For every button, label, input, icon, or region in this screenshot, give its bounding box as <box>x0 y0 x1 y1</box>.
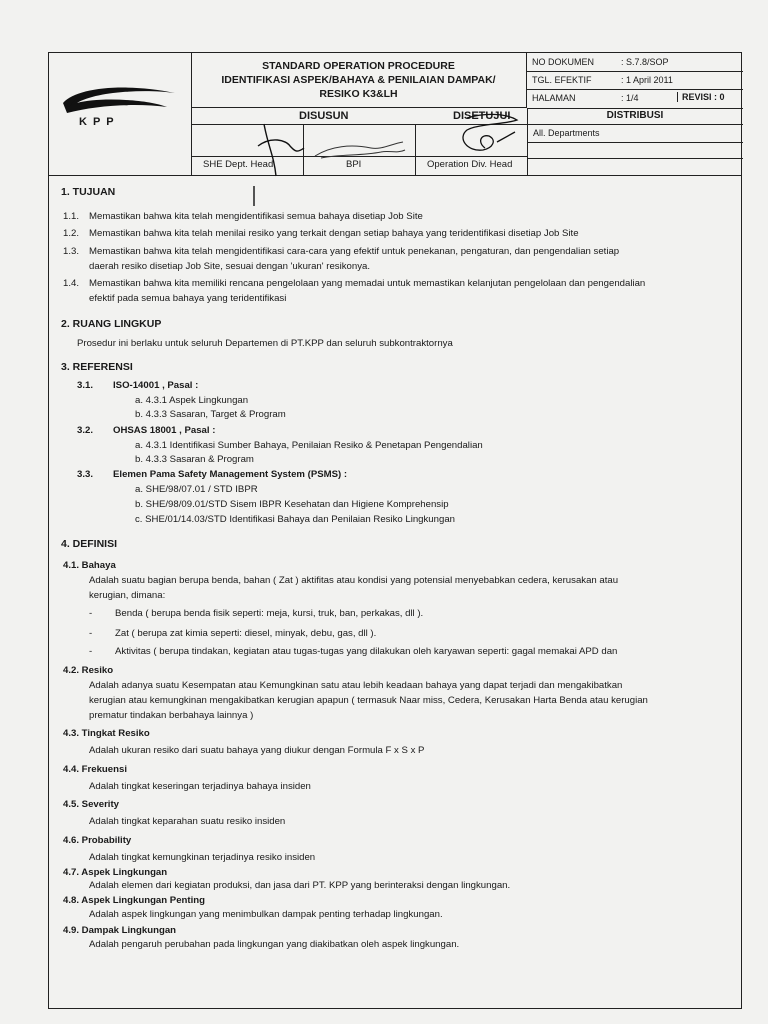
ref-3-1-title: ISO-14001 , Pasal : <box>113 380 199 391</box>
def-4-2-title: 4.2. Resiko <box>63 665 114 676</box>
document-meta <box>527 53 743 109</box>
halaman-value: : 1/4 <box>621 93 639 103</box>
ref-3-3-num: 3.3. <box>77 469 94 480</box>
no-dokumen-value: : S.7.8/SOP <box>621 57 669 67</box>
ref-3-2-title: OHSAS 18001 , Pasal : <box>113 425 216 436</box>
item-1-2-text: Memastikan bahwa kita telah menilai resiko yang terkait dengan setiap bahaya yang teridentifikasi disetiap Job Site <box>89 228 579 239</box>
section-3-title: 3. REFERENSI <box>61 361 133 373</box>
def-4-4-title: 4.4. Frekuensi <box>63 764 127 775</box>
ref-3-3-a: a. SHE/98/07.01 / STD IBPR <box>135 484 258 495</box>
kpp-logo-icon <box>57 81 183 121</box>
def-4-6-line1: Adalah tingkat kemungkinan terjadinya resiko insiden <box>89 852 316 863</box>
section-2-text: Prosedur ini berlaku untuk seluruh Departemen di PT.KPP dan seluruh subkontraktornya <box>77 338 453 349</box>
def-4-2-line2: kerugian atau kemungkinan mengakibatkan kerugian apapun ( termasuk Naar miss, Cedera, Kerusakan Harta Benda atau kerugian <box>89 695 648 706</box>
def-4-5-line1: Adalah tingkat keparahan suatu resiko insiden <box>89 816 286 827</box>
logo-text: KPP <box>79 116 120 128</box>
item-1-2-num: 1.2. <box>63 228 80 239</box>
meta-row-tgl <box>527 71 743 90</box>
approval-block <box>191 108 528 175</box>
bullet-dash: - <box>89 608 93 619</box>
def-4-8-title: 4.8. Aspek Lingkungan Penting <box>63 895 205 906</box>
ref-3-3-title: Elemen Pama Safety Management System (PSMS) : <box>113 469 348 480</box>
def-4-1-line1: Adalah suatu bagian berupa benda, bahan ( Zat ) aktifitas atau kondisi yang potensial menyebabkan cedera, kerusakan atau <box>89 575 619 586</box>
item-1-4-num: 1.4. <box>63 278 80 289</box>
no-dokumen-label: NO DOKUMEN <box>532 57 595 67</box>
tgl-efektif-value: : 1 April 2011 <box>621 75 673 85</box>
ref-3-1-b: b. 4.3.3 Sasaran, Target & Program <box>135 409 286 420</box>
item-1-1-text: Memastikan bahwa kita telah mengidentifikasi semua bahaya disetiap Job Site <box>89 211 423 222</box>
item-1-4-line2: efektif pada semua bahaya yang teridentifikasi <box>89 293 287 304</box>
def-4-2-line3: prematur tindakan berbahaya lainnya ) <box>89 710 254 721</box>
item-1-3-line1: Memastikan bahwa kita telah mengidentifikasi cara-cara yang efektif untuk penekanan, pengaturan, dan pengendalian setiap <box>89 246 620 257</box>
section-4-title: 4. DEFINISI <box>61 538 118 550</box>
signature-1-icon <box>246 116 316 206</box>
title-line-3: RESIKO K3&LH <box>319 88 398 100</box>
revisi-value: REVISI : 0 <box>677 92 725 102</box>
def-4-1-title: 4.1. Bahaya <box>63 560 116 571</box>
tgl-efektif-label: TGL. EFEKTIF <box>532 75 592 85</box>
item-1-3-num: 1.3. <box>63 246 80 257</box>
def-4-4-line1: Adalah tingkat keseringan terjadinya bahaya insiden <box>89 781 311 792</box>
section-2-title: 2. RUANG LINGKUP <box>61 318 162 330</box>
ref-3-1-a: a. 4.3.1 Aspek Lingkungan <box>135 395 249 406</box>
def-4-5-title: 4.5. Severity <box>63 799 120 810</box>
ref-3-2-b: b. 4.3.3 Sasaran & Program <box>135 454 254 465</box>
ref-3-2-num: 3.2. <box>77 425 94 436</box>
role-operation-div-head: Operation Div. Head <box>427 159 513 170</box>
logo-cell <box>49 53 192 175</box>
bullet-dash: - <box>89 646 93 657</box>
ref-3-3-b: b. SHE/98/09.01/STD Sisem IBPR Kesehatan dan Higiene Komprehensip <box>135 499 449 510</box>
def-4-3-line1: Adalah ukuran resiko dari suatu bahaya yang diukur dengan Formula F x S x P <box>89 745 425 756</box>
document-frame <box>48 52 742 1009</box>
ref-3-1-num: 3.1. <box>77 380 94 391</box>
def-4-3-title: 4.3. Tingkat Resiko <box>63 728 150 739</box>
def-4-7-line1: Adalah elemen dari kegiatan produksi, dan jasa dari PT. KPP yang berinteraksi dengan lingkungan. <box>89 880 511 891</box>
ref-3-3-c: c. SHE/01/14.03/STD Identifikasi Bahaya dan Penilaian Resiko Lingkungan <box>135 514 455 525</box>
disetujui-label: DISETUJUI <box>453 110 511 122</box>
signature-2-icon <box>311 136 411 166</box>
section-1-title: 1. TUJUAN <box>61 186 116 198</box>
title-line-2: IDENTIFIKASI ASPEK/BAHAYA & PENILAIAN DAMPAK/ <box>221 74 496 86</box>
def-4-1-bullet1: Benda ( berupa benda fisik seperti: meja, kursi, truk, ban, perkakas, dll ). <box>115 608 424 619</box>
distribusi-value: All. Departments <box>533 128 600 138</box>
role-she-dept-head: SHE Dept. Head <box>203 159 274 170</box>
item-1-4-line1: Memastikan bahwa kita memiliki rencana pengelolaan yang memadai untuk memastikan kelanjutan pengelolaan dan pengendalian <box>89 278 646 289</box>
bullet-dash: - <box>89 628 93 639</box>
signature-3-icon <box>437 112 527 162</box>
meta-row-no-dokumen <box>527 53 743 72</box>
ref-3-2-a: a. 4.3.1 Identifikasi Sumber Bahaya, Penilaian Resiko & Penetapan Pengendalian <box>135 440 483 451</box>
def-4-2-line1: Adalah adanya suatu Kesempatan atau Kemungkinan satu atau lebih keadaan bahaya yang dapat terjadi dan mengakibatkan <box>89 680 623 691</box>
title-line-1: STANDARD OPERATION PROCEDURE <box>262 60 455 72</box>
distribution-block <box>527 108 743 175</box>
meta-row-halaman <box>527 89 743 108</box>
def-4-8-line1: Adalah aspek lingkungan yang menimbulkan dampak penting terhadap lingkungan. <box>89 909 443 920</box>
def-4-9-title: 4.9. Dampak Lingkungan <box>63 925 177 936</box>
item-1-1-num: 1.1. <box>63 211 80 222</box>
role-bpi: BPI <box>346 159 362 170</box>
distribusi-label: DISTRIBUSI <box>606 110 664 121</box>
item-1-3-line2: daerah resiko disetiap Job Site, sesuai dengan 'ukuran' resikonya. <box>89 261 370 272</box>
def-4-1-line2: kerugian, dimana: <box>89 590 166 601</box>
def-4-7-title: 4.7. Aspek Lingkungan <box>63 867 168 878</box>
halaman-label: HALAMAN <box>532 93 576 103</box>
def-4-1-bullet3: Aktivitas ( berupa tindakan, kegiatan atau tugas-tugas yang dilakukan oleh karyawan seperti: gagal memakai APD dan <box>115 646 618 657</box>
def-4-6-title: 4.6. Probability <box>63 835 132 846</box>
document-header <box>49 53 741 176</box>
sop-title <box>191 53 527 108</box>
def-4-9-line1: Adalah pengaruh perubahan pada lingkungan yang diakibatkan oleh aspek lingkungan. <box>89 939 460 950</box>
disusun-label: DISUSUN <box>299 110 349 122</box>
def-4-1-bullet2: Zat ( berupa zat kimia seperti: diesel, minyak, debu, gas, dll ). <box>115 628 377 639</box>
